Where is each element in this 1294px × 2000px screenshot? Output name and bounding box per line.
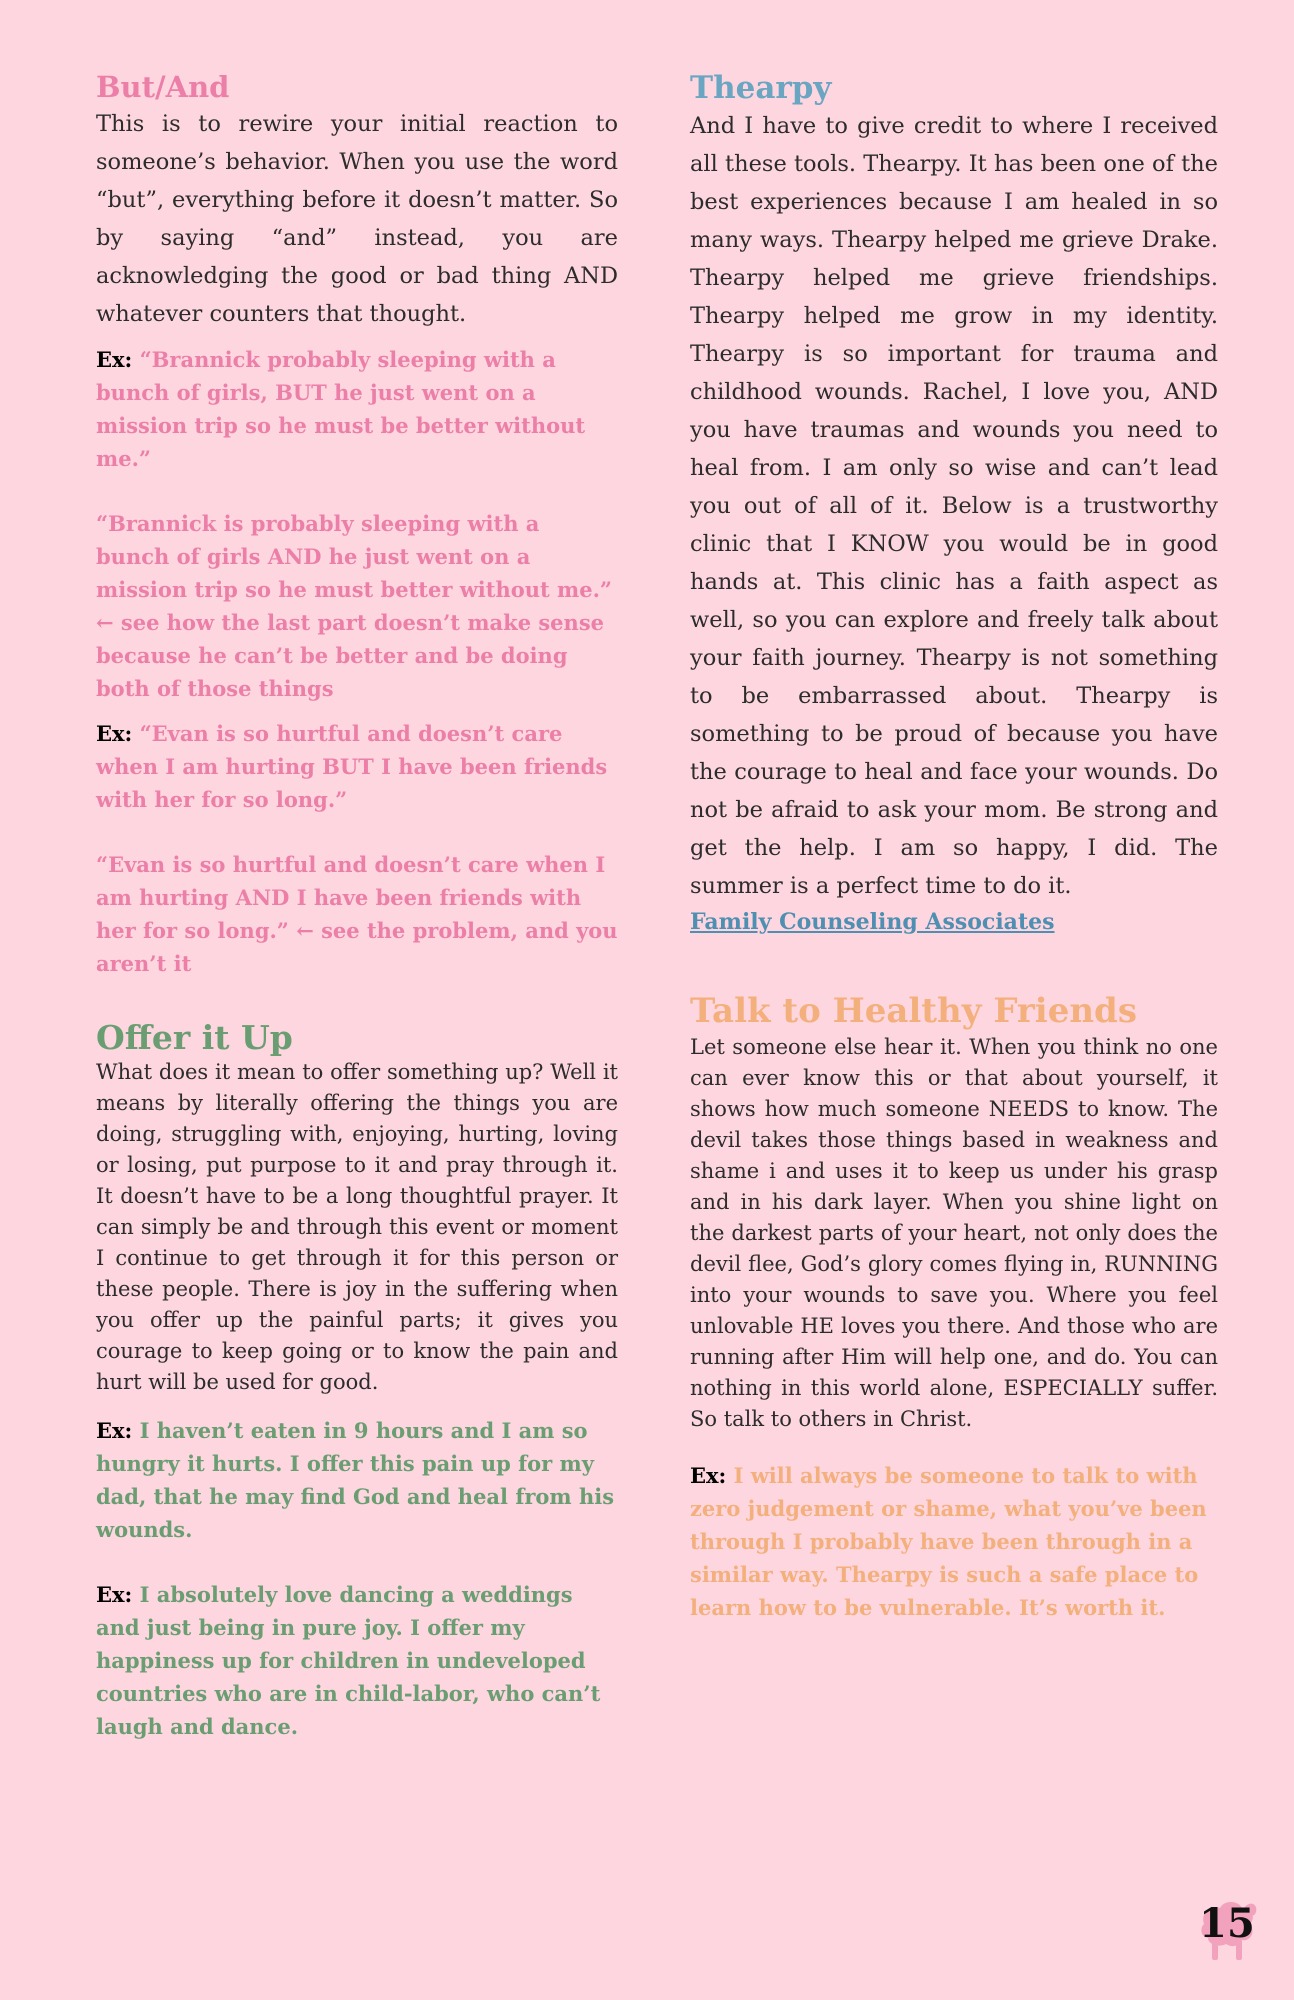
right-column (690, 70, 1218, 1624)
example-text: “Evan is so hurtful and doesn’t care when I am hurting BUT I have been friends with her for so long.” (96, 720, 608, 812)
offer-example-1 (96, 1414, 618, 1546)
example-text: “Evan is so hurtful and doesn’t care when I am hurting AND I have been friends with her for so long.” ← see the problem, and you aren’t it (96, 851, 618, 976)
but-and-example-3 (96, 717, 618, 816)
friends-example (690, 1459, 1218, 1624)
thearpy-heading: Thearpy (690, 70, 832, 106)
page-number: 15 (1199, 1900, 1255, 1947)
friends-body: Let someone else hear it. When you think no one can ever know this or that about yourself, it shows how much someone NEEDS to know. The devil takes those things based in weakness and shame i and uses it to keep us under his grasp and in his dark layer. When you shine light on the darkest parts of your heart, not only does the devil flee, God’s glory comes flying in, RUNNING into your wounds to save you. Where you feel unlovable HE loves you there. And those who are running after Him will help one, and do. You can nothing in this world alone, ESPECIALLY suffer. So talk to others in Christ. (690, 1034, 1218, 1431)
but-and-example-2 (96, 507, 618, 705)
example-label: Ex: (96, 1418, 133, 1444)
offer-it-up-body: What does it mean to offer something up? Well it means by literally offering the things you are doing, struggling with, enjoying, hurting, loving or losing, put purpose to it and pray through it. It doesn’t have to be a long thoughtful prayer. It can simply be and through this event or moment I continue to get through it for this person or these people. There is joy in the suffering when you offer up the painful parts; it gives you courage to keep going or to know the pain and hurt will be used for good. (96, 1060, 618, 1395)
example-label: Ex: (96, 1582, 133, 1608)
example-label: Ex: (96, 346, 133, 372)
offer-it-up-heading: Offer it Up (96, 1017, 293, 1057)
family-counseling-link[interactable]: Family Counseling Associates (690, 909, 1055, 936)
but-and-example-1 (96, 343, 618, 475)
example-text: I haven’t eaten in 9 hours and I am so hungry it hurts. I offer this pain up for my dad, that he may find God and heal from his wounds. (96, 1418, 615, 1543)
but-and-heading: But/And (96, 70, 230, 104)
page-number-badge (1196, 1894, 1258, 1964)
example-label: Ex: (690, 1462, 727, 1488)
but-and-body: This is to rewire your initial reaction to someone’s behavior. When you use the word “but”, everything before it doesn’t matter. So by saying “and” instead, you are acknowledging the good or bad thing AND whatever counters that thought. (96, 110, 618, 327)
example-text: “Brannick probably sleeping with a bunch of girls, BUT he just went on a mission trip so he must be better without me.” (96, 346, 586, 471)
example-text: I absolutely love dancing a weddings and just being in pure joy. I offer my happiness up for children in undeveloped countries who are in child-labor, who can’t laugh and dance. (96, 1582, 601, 1740)
offer-example-2 (96, 1578, 618, 1743)
example-text: “Brannick is probably sleeping with a bunch of girls AND he just went on a mission trip so he must better without me.” ← see how the last part doesn’t make sense because he can’t be better and be doing both of those things (96, 510, 613, 701)
left-column (96, 70, 618, 1743)
friends-heading: Talk to Healthy Friends (690, 991, 1137, 1032)
but-and-example-4 (96, 848, 618, 980)
example-text: I will always be someone to talk to with zero judgement or shame, what you’ve been through I probably have been through in a similar way. Thearpy is such a safe place to learn how to be vulnerable. It’s worth it. (690, 1462, 1207, 1620)
thearpy-body: And I have to give credit to where I received all these tools. Thearpy. It has been one of the best experiences because I am healed in so many ways. Thearpy helped me grieve Drake. Thearpy helped me grieve friendships. Thearpy helped me grow in my identity. Thearpy is so important for trauma and childhood wounds. Rachel, I love you, AND you have traumas and wounds you need to heal from. I am only so wise and can’t lead you out of all of it. Below is a trustworthy clinic that I KNOW you would be in good hands at. This clinic has a faith aspect as well, so you can explore and freely talk about your faith journey. Thearpy is not something to be embarrassed about. Thearpy is something to be proud of because you have the courage to heal and face your wounds. Do not be afraid to ask your mom. Be strong and get the help. I am so happy, I did. The summer is a perfect time to do it. (690, 113, 1218, 900)
example-label: Ex: (96, 720, 133, 746)
